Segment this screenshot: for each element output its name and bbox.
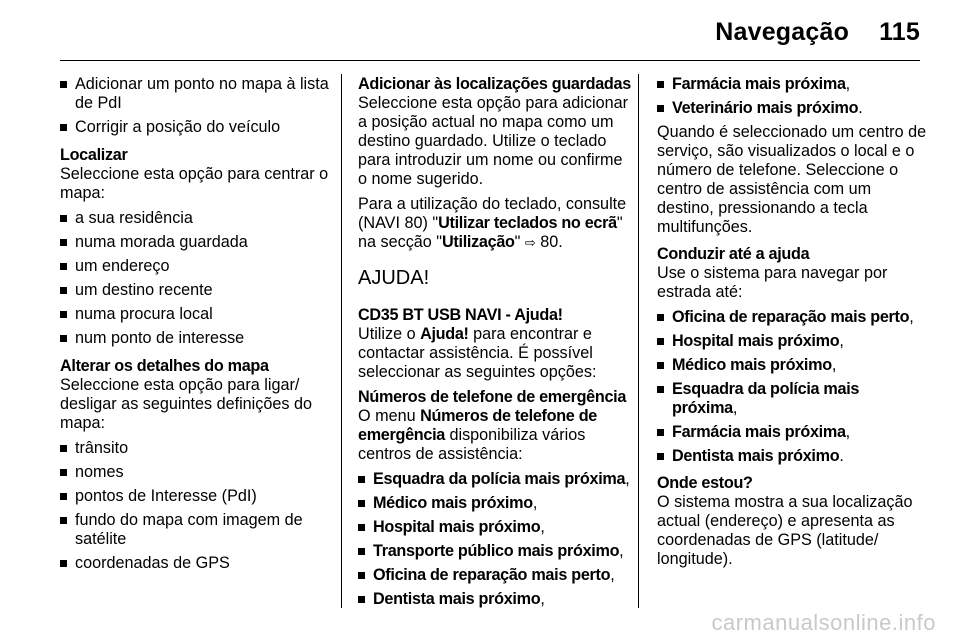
bullet-square-icon [60, 311, 67, 318]
list-item: Médico mais próximo, [358, 494, 633, 513]
section-title-localizar: Localizar [60, 146, 128, 164]
list-item: coordenadas de GPS [60, 554, 336, 573]
section-text: Use o sistema para navegar por estrada até: [657, 264, 888, 301]
list-item: Dentista mais próximo. [657, 447, 927, 466]
page-reference-arrow-icon: ⇨ [524, 235, 536, 250]
bullet-square-icon [657, 386, 664, 393]
list-item: Corrigir a posição do veículo [60, 118, 336, 137]
bullet-square-icon [60, 215, 67, 222]
list-item: pontos de Interesse (PdI) [60, 487, 336, 506]
list-item: trânsito [60, 439, 336, 458]
bullet-square-icon [60, 517, 67, 524]
bullet-square-icon [657, 362, 664, 369]
list-item: nomes [60, 463, 336, 482]
section-title-cd35: CD35 BT USB NAVI - Ajuda! [358, 306, 563, 324]
list-item: a sua residência [60, 209, 336, 228]
bullet-square-icon [657, 338, 664, 345]
column-3 [657, 75, 927, 575]
list-item: Hospital mais próximo, [657, 332, 927, 351]
bullet-square-icon [657, 105, 664, 112]
list-item: Adicionar um ponto no mapa à lista de PdI [60, 75, 336, 113]
bullet-square-icon [358, 500, 365, 507]
list-item: numa morada guardada [60, 233, 336, 252]
section-text: Seleccione esta opção para adicionar a posição actual no mapa como um destino guardado. Utilize o teclado para introduzir um nome ou confirme o nome sugerido. [358, 94, 628, 188]
bullet-square-icon [60, 445, 67, 452]
section-text: Quando é seleccionado um centro de serviço, são visualizados o local e o número de telefone. Seleccione o centro de assistência com um destino, pressionando a tecla multifunções. [657, 123, 927, 236]
column-divider-1 [341, 74, 342, 608]
section-title-conduzir: Conduzir até a ajuda [657, 245, 810, 263]
bullet-square-icon [60, 287, 67, 294]
page-number: 115 [879, 18, 920, 46]
list-item: Esquadra da polícia mais próxima, [358, 470, 633, 489]
list-item: Oficina de reparação mais perto, [657, 308, 927, 327]
list-item: Dentista mais próximo, [358, 590, 633, 609]
page-title: Navegação [715, 18, 850, 46]
list-item: Transporte público mais próximo, [358, 542, 633, 561]
section-text: O sistema mostra a sua localização actual (endereço) e apresenta as coordenadas de GPS (latitude/ longitude). [657, 493, 913, 568]
list-item: Farmácia mais próxima, [657, 75, 927, 94]
section-title-onde: Onde estou? [657, 474, 753, 492]
bullet-square-icon [657, 81, 664, 88]
bullet-square-icon [60, 560, 67, 567]
list-item: um endereço [60, 257, 336, 276]
page-header [715, 18, 920, 47]
bullet-square-icon [358, 548, 365, 555]
section-text: Utilize o Ajuda! para encontrar e contactar assistência. É possível seleccionar as seguintes opções: [358, 325, 597, 381]
bullet-square-icon [60, 335, 67, 342]
watermark: carmanualsonline.info [711, 610, 936, 635]
bullet-square-icon [358, 524, 365, 531]
section-text: Seleccione esta opção para centrar o mapa: [60, 165, 329, 202]
bullet-square-icon [657, 314, 664, 321]
bullet-square-icon [358, 572, 365, 579]
bullet-square-icon [60, 469, 67, 476]
column-2 [358, 75, 633, 614]
bullet-square-icon [60, 124, 67, 131]
list-item: Farmácia mais próxima, [657, 423, 927, 442]
column-divider-2 [638, 74, 639, 608]
bullet-square-icon [657, 453, 664, 460]
section-title-numeros: Números de telefone de emergência [358, 388, 627, 406]
bullet-square-icon [60, 81, 67, 88]
section-text: O menu Números de telefone de emergência disponibiliza vários centros de assistência: [358, 407, 597, 463]
section-title-alterar: Alterar os detalhes do mapa [60, 357, 269, 375]
heading-ajuda: AJUDA! [358, 267, 430, 289]
section-text: Seleccione esta opção para ligar/ desligar as seguintes definições do mapa: [60, 376, 312, 432]
bullet-square-icon [657, 429, 664, 436]
bullet-square-icon [358, 476, 365, 483]
list-item: fundo do mapa com imagem de satélite [60, 511, 336, 549]
list-item: Veterinário mais próximo. [657, 99, 927, 118]
list-item: Oficina de reparação mais perto, [358, 566, 633, 585]
section-title-adicionar: Adicionar às localizações guardadas [358, 75, 631, 93]
list-item: um destino recente [60, 281, 336, 300]
bullet-square-icon [60, 493, 67, 500]
bullet-square-icon [60, 239, 67, 246]
list-item: Hospital mais próximo, [358, 518, 633, 537]
header-rule [60, 60, 920, 61]
list-item: num ponto de interesse [60, 329, 336, 348]
bullet-square-icon [60, 263, 67, 270]
bullet-square-icon [358, 596, 365, 603]
cross-reference: Para a utilização do teclado, consulte (NAVI 80) "Utilizar teclados no ecrã" na secção "Utilização" ⇨ 80. [358, 195, 627, 251]
list-item: Médico mais próximo, [657, 356, 927, 375]
column-1 [60, 75, 336, 578]
list-item: numa procura local [60, 305, 336, 324]
list-item: Esquadra da polícia mais próxima, [657, 380, 927, 418]
